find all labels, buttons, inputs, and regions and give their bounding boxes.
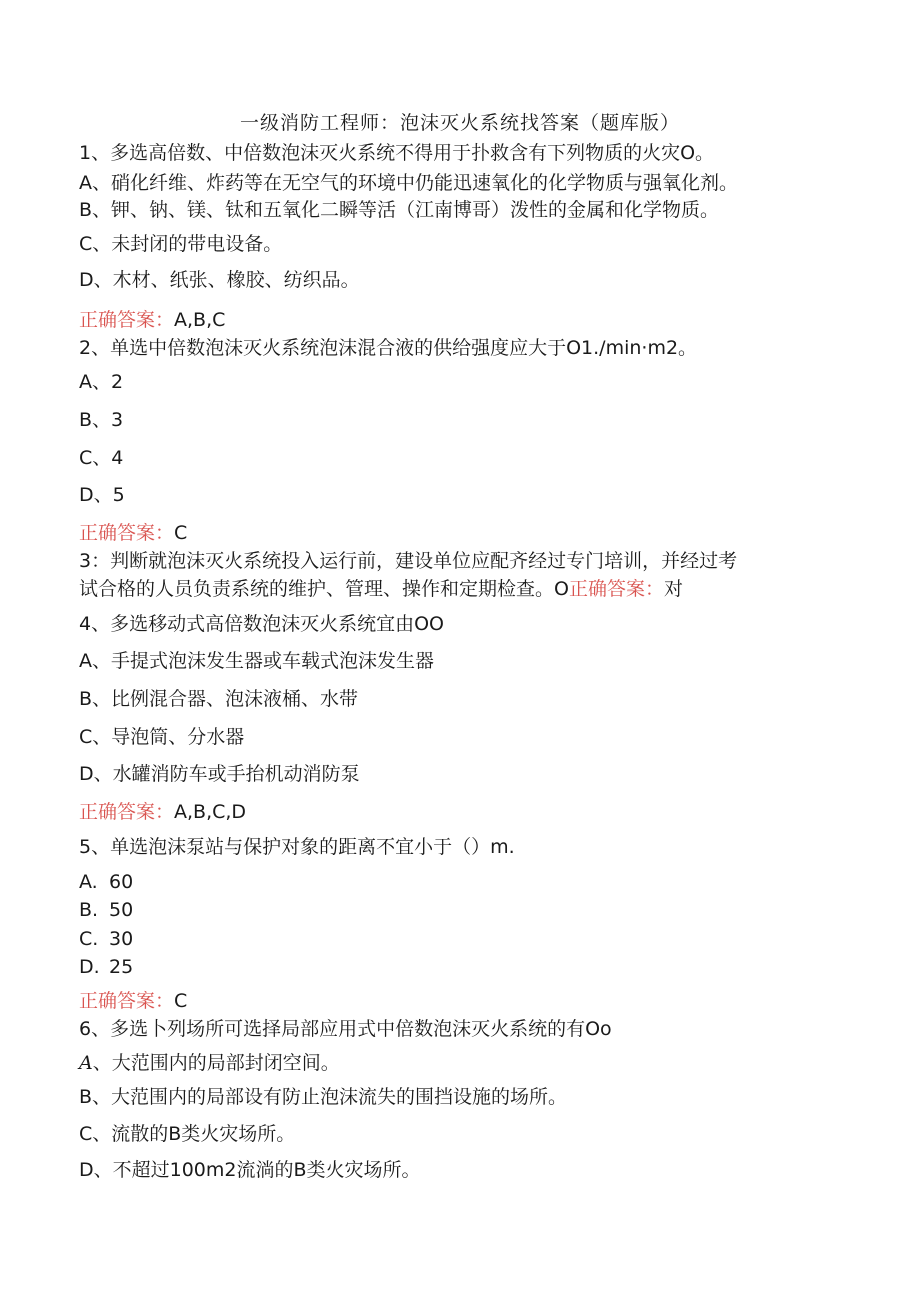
option-letter: A: [79, 1052, 93, 1074]
answer-label: 正确答案：: [79, 801, 175, 823]
option-letter: D.: [79, 956, 100, 978]
question-4-option-a: A、手提式泡沫发生器或车载式泡沫发生器: [79, 650, 434, 672]
question-4-option-b: B、比例混合器、泡沫液桶、水带: [79, 688, 359, 710]
question-6-option-c: C、流散的B类火灾场所。: [79, 1123, 296, 1145]
answer-value: C: [174, 990, 188, 1012]
question-4-option-d: D、水罐消防车或手抬机动消防泵: [79, 763, 360, 785]
option-letter: A.: [79, 871, 98, 893]
question-5-option-d: [79, 954, 880, 980]
question-1-option-c: C、未封闭的带电设备。: [79, 233, 283, 255]
answer-value: 对: [663, 578, 683, 600]
question-6-option-a: [79, 1050, 880, 1076]
answer-label: 正确答案：: [79, 990, 175, 1012]
question-2-option-b: B、3: [79, 409, 124, 431]
question-6-stem: 6、多选卜列场所可选择局部应用式中倍数泡沫灭火系统的有Oo: [79, 1018, 612, 1040]
question-6-option-b: B、大范围内的局部设有防止泡沫流失的围挡设施的场所。: [79, 1086, 568, 1108]
option-text: 60: [109, 871, 134, 893]
answer-label: 正确答案：: [568, 578, 664, 600]
answer-value: A,B,C: [174, 309, 226, 331]
answer-value: C: [174, 522, 188, 544]
question-2-option-c: C、4: [79, 447, 124, 469]
question-1-answer: [79, 307, 880, 333]
question-1-option-a: A、硝化纤维、炸药等在无空气的环境中仍能迅速氧化的化学物质与强氧化剂。: [79, 172, 738, 194]
answer-label: 正确答案：: [79, 522, 175, 544]
question-1-stem: 1、多选高倍数、中倍数泡沫灭火系统不得用于扑救含有下列物质的火灾O。: [79, 142, 715, 164]
question-1-option-d: D、木材、纸张、橡胶、纺织品。: [79, 269, 360, 291]
option-letter: C.: [79, 928, 99, 950]
question-5-option-c: [79, 926, 880, 952]
answer-label: 正确答案：: [79, 309, 175, 331]
option-text: 、大范围内的局部封闭空间。: [92, 1052, 340, 1074]
question-2-option-d: D、5: [79, 484, 125, 506]
question-3-stem-line-1: 3：判断就泡沫灭火系统投入运行前，建设单位应配齐经过专门培训，并经过考: [79, 550, 738, 572]
question-5-option-a: [79, 869, 880, 895]
question-4-option-c: C、导泡筒、分水器: [79, 726, 245, 748]
question-5-answer: [79, 988, 880, 1014]
answer-value: A,B,C,D: [174, 801, 247, 823]
question-4-answer: [79, 799, 880, 825]
option-text: 30: [109, 928, 134, 950]
question-6-option-d: D、不超过100m2流淌的B类火灾场所。: [79, 1159, 421, 1181]
option-letter: B.: [79, 899, 99, 921]
question-5-stem: 5、单选泡沫泵站与保护对象的距离不宜小于（）m.: [79, 836, 515, 858]
document-title: 一级消防工程师：泡沫灭火系统找答案（题库版）: [239, 112, 680, 134]
question-4-stem: 4、多选移动式高倍数泡沫灭火系统宜由OO: [79, 613, 444, 635]
question-5-option-b: [79, 897, 880, 923]
question-2-option-a: A、2: [79, 371, 124, 393]
question-2-stem: 2、单选中倍数泡沫灭火系统泡沫混合液的供给强度应大于O1./min·m2。: [79, 337, 698, 359]
option-text: 25: [109, 956, 134, 978]
question-3-stem-text: 试合格的人员负责系统的维护、管理、操作和定期检查。O: [79, 578, 569, 600]
question-3-stem-line-2: [79, 576, 880, 602]
question-1-option-b: B、钾、钠、镁、钛和五氧化二瞬等活（江南博哥）泼性的金属和化学物质。: [79, 199, 720, 221]
question-2-answer: [79, 520, 880, 546]
option-text: 50: [109, 899, 134, 921]
